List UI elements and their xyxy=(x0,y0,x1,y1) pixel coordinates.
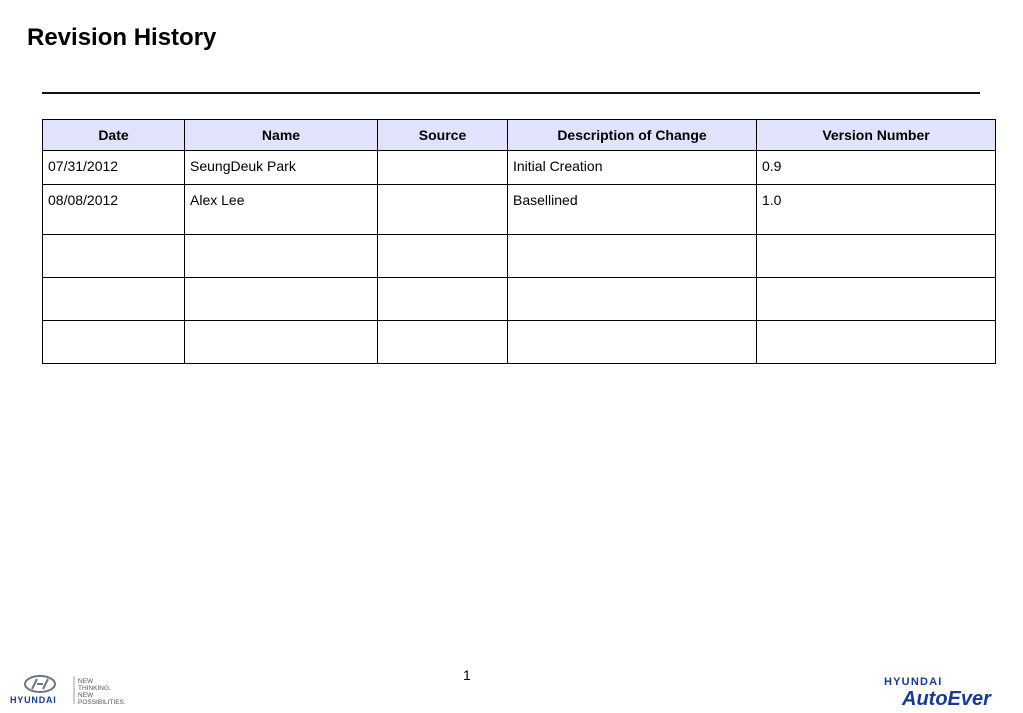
cell-description xyxy=(508,235,757,278)
hyundai-new-thinking-logo xyxy=(10,674,140,711)
cell-version xyxy=(757,321,996,364)
cell-name: Alex Lee xyxy=(185,185,378,235)
table-row xyxy=(43,321,996,364)
cell-description: Initial Creation xyxy=(508,151,757,185)
revision-history-table xyxy=(42,119,996,364)
cell-version: 0.9 xyxy=(757,151,996,185)
cell-date: 08/08/2012 xyxy=(43,185,185,235)
svg-text:NEW: NEW xyxy=(78,692,94,699)
table-header-row xyxy=(43,120,996,151)
table-row xyxy=(43,278,996,321)
svg-text:NEW: NEW xyxy=(78,678,94,685)
hyundai-autoever-logo xyxy=(878,674,1018,713)
cell-source xyxy=(378,235,508,278)
table-row xyxy=(43,185,996,235)
cell-source xyxy=(378,185,508,235)
cell-version xyxy=(757,235,996,278)
cell-description: Basellined xyxy=(508,185,757,235)
cell-version xyxy=(757,278,996,321)
cell-source xyxy=(378,151,508,185)
page-title: Revision History xyxy=(27,24,217,51)
cell-version: 1.0 xyxy=(757,185,996,235)
cell-description xyxy=(508,321,757,364)
cell-name xyxy=(185,235,378,278)
column-header-date: Date xyxy=(43,120,185,151)
cell-date xyxy=(43,321,185,364)
column-header-name: Name xyxy=(185,120,378,151)
cell-source xyxy=(378,278,508,321)
cell-source xyxy=(378,321,508,364)
cell-date xyxy=(43,235,185,278)
cell-date: 07/31/2012 xyxy=(43,151,185,185)
table-row xyxy=(43,151,996,185)
cell-description xyxy=(508,278,757,321)
cell-name: SeungDeuk Park xyxy=(185,151,378,185)
page-number: 1 xyxy=(463,667,471,683)
column-header-description: Description of Change xyxy=(508,120,757,151)
column-header-version: Version Number xyxy=(757,120,996,151)
svg-text:HYUNDAI: HYUNDAI xyxy=(10,695,57,705)
svg-text:HYUNDAI: HYUNDAI xyxy=(884,676,943,688)
cell-date xyxy=(43,278,185,321)
svg-text:AutoEver: AutoEver xyxy=(902,688,991,708)
cell-name xyxy=(185,321,378,364)
svg-text:POSSIBILITIES.: POSSIBILITIES. xyxy=(78,699,126,706)
cell-name xyxy=(185,278,378,321)
table-row xyxy=(43,235,996,278)
svg-text:THINKING.: THINKING. xyxy=(78,685,111,692)
title-divider xyxy=(42,92,980,94)
column-header-source: Source xyxy=(378,120,508,151)
